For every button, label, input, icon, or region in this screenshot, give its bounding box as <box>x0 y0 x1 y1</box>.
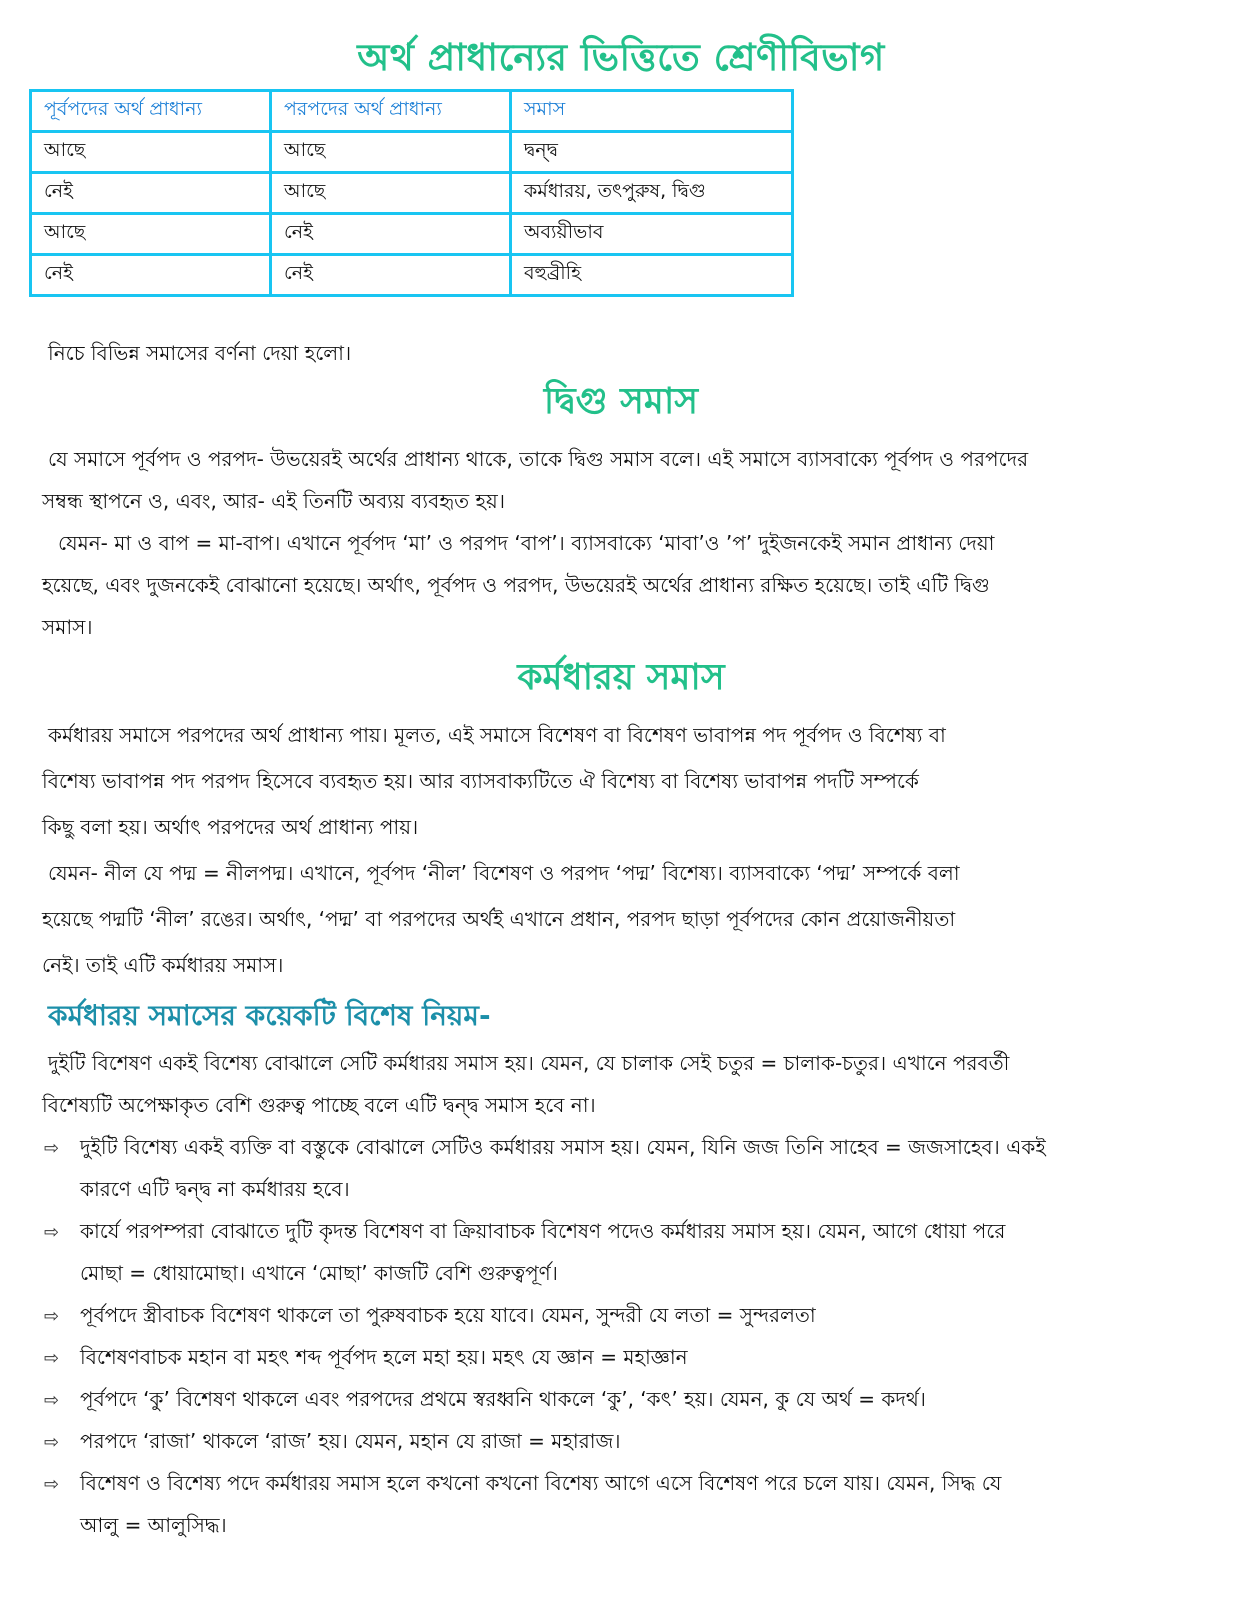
arrow-bullet-icon: ⇨ <box>44 1348 60 1369</box>
rule-item-line: কারণে এটি দ্বন্দ্ব না কর্মধারয় হবে। <box>80 1177 350 1201</box>
table-header-cell: পরপদের অর্থ প্রাধান্য <box>271 91 511 132</box>
rule-item-line: বিশেষণ ও বিশেষ্য পদে কর্মধারয় সমাস হলে কখনো কখনো বিশেষ্য আগে এসে বিশেষণ পরে চলে যায়। যেমন, সিদ্ধ যে <box>80 1471 1002 1495</box>
table-cell: বহুব্রীহি <box>511 255 793 296</box>
table-header-cell: পূর্বপদের অর্থ প্রাধান্য <box>31 91 271 132</box>
rules-intro-line: বিশেষ্যটি অপেক্ষাকৃত বেশি গুরুত্ব পাচ্ছে বলে এটি দ্বন্দ্ব সমাস হবে না। <box>42 1093 596 1117</box>
arrow-bullet-icon: ⇨ <box>44 1306 60 1327</box>
rule-item-line: মোছা = ধোয়ামোছা। এখানে ‘মোছা’ কাজটি বেশি গুরুত্বপূর্ণ। <box>80 1261 558 1285</box>
table-cell: নেই <box>271 255 511 296</box>
table-cell: অব্যয়ীভাব <box>511 214 793 255</box>
intro-text: নিচে বিভিন্ন সমাসের বর্ণনা দেয়া হলো। <box>48 341 352 365</box>
rule-item-line: পূর্বপদে ‘কু’ বিশেষণ থাকলে এবং পরপদের প্রথমে স্বরধ্বনি থাকলে ‘কু’, ‘কৎ’ হয়। যেমন, কু যে অর্থ = কদর্থ। <box>80 1387 926 1411</box>
karmadharay-text-line: কিছু বলা হয়। অর্থাৎ পরপদের অর্থ প্রাধান্য পায়। <box>42 815 419 839</box>
table-row <box>31 132 793 173</box>
karmadharay-text-line: বিশেষ্য ভাবাপন্ন পদ পরপদ হিসেবে ব্যবহৃত হয়। আর ব্যাসবাক্যটিতে ঐ বিশেষ্য বা বিশেষ্য ভাবাপন্ন পদটি সম্পর্কে <box>42 769 919 793</box>
table-cell: দ্বন্দ্ব <box>511 132 793 173</box>
rule-item-line: পরপদে ‘রাজা’ থাকলে ‘রাজ’ হয়। যেমন, মহান যে রাজা = মহারাজ। <box>80 1429 621 1453</box>
table-cell: আছে <box>31 132 271 173</box>
table-row <box>31 255 793 296</box>
karmadharay-text-line: যেমন- নীল যে পদ্ম = নীলপদ্ম। এখানে, পূর্বপদ ‘নীল’ বিশেষণ ও পরপদ ‘পদ্ম’ বিশেষ্য। ব্যাসবাক্যে ‘পদ্ম’ সম্পর্কে বলা <box>48 861 960 885</box>
dvigu-text-line: যে সমাসে পূর্বপদ ও পরপদ- উভয়েরই অর্থের প্রাধান্য থাকে, তাকে দ্বিগু সমাস বলে। এই সমাসে ব্যাসবাক্যে পূর্বপদ ও পরপদের <box>48 447 1029 471</box>
classification-table <box>29 89 794 297</box>
page-title: অর্থ প্রাধান্যের ভিত্তিতে শ্রেণীবিভাগ <box>357 36 885 79</box>
table-cell: আছে <box>271 173 511 214</box>
dvigu-heading: দ্বিগু সমাস <box>543 381 699 422</box>
table-cell: নেই <box>31 173 271 214</box>
dvigu-text-line: হয়েছে, এবং দুজনকেই বোঝানো হয়েছে। অর্থাৎ, পূর্বপদ ও পরপদ, উভয়েরই অর্থের প্রাধান্য রক্ষিত হয়েছে। তাই এটি দ্বিগু <box>42 573 990 597</box>
table-header-cell: সমাস <box>511 91 793 132</box>
rules-intro-line: দুইটি বিশেষণ একই বিশেষ্য বোঝালে সেটি কর্মধারয় সমাস হয়। যেমন, যে চালাক সেই চতুর = চালাক-চতুর। এখানে পরবর্তী <box>48 1051 1010 1075</box>
rule-item-line: দুইটি বিশেষ্য একই ব্যক্তি বা বস্তুকে বোঝালে সেটিও কর্মধারয় সমাস হয়। যেমন, যিনি জজ তিনি সাহেব = জজসাহেব। একই <box>80 1135 1046 1159</box>
karmadharay-heading: কর্মধারয় সমাস <box>517 657 725 698</box>
table-cell: আছে <box>31 214 271 255</box>
dvigu-text-line: সমাস। <box>42 615 93 639</box>
rule-item-line: পূর্বপদে স্ত্রীবাচক বিশেষণ থাকলে তা পুরুষবাচক হয়ে যাবে। যেমন, সুন্দরী যে লতা = সুন্দরলতা <box>80 1303 816 1327</box>
table-header-row <box>31 91 793 132</box>
dvigu-text-line: যেমন- মা ও বাপ = মা-বাপ। এখানে পূর্বপদ ‘মা’ ও পরপদ ‘বাপ’। ব্যাসবাক্যে ‘মাবা’ও ’প’ দুইজনকেই সমান প্রাধান্য দেয়া <box>58 531 995 555</box>
rule-item-line: আলু = আলুসিদ্ধ। <box>80 1513 227 1537</box>
table-row <box>31 173 793 214</box>
arrow-bullet-icon: ⇨ <box>44 1432 60 1453</box>
table-row <box>31 214 793 255</box>
table-cell: নেই <box>271 214 511 255</box>
karmadharay-text-line: কর্মধারয় সমাসে পরপদের অর্থ প্রাধান্য পায়। মূলত, এই সমাসে বিশেষণ বা বিশেষণ ভাবাপন্ন পদ পূর্বপদ ও বিশেষ্য বা <box>48 723 946 747</box>
table-cell: নেই <box>31 255 271 296</box>
dvigu-text-line: সম্বন্ধ স্থাপনে ও, এবং, আর- এই তিনটি অব্যয় ব্যবহৃত হয়। <box>42 489 505 513</box>
arrow-bullet-icon: ⇨ <box>44 1222 60 1243</box>
karmadharay-text-line: নেই। তাই এটি কর্মধারয় সমাস। <box>42 953 284 977</box>
arrow-bullet-icon: ⇨ <box>44 1390 60 1411</box>
rule-item-line: বিশেষণবাচক মহান বা মহৎ শব্দ পূর্বপদ হলে মহা হয়। মহৎ যে জ্ঞান = মহাজ্ঞান <box>80 1345 688 1369</box>
karmadharay-text-line: হয়েছে পদ্মটি ‘নীল’ রঙের। অর্থাৎ, ‘পদ্ম’ বা পরপদের অর্থই এখানে প্রধান, পরপদ ছাড়া পূর্বপদের কোন প্রয়োজনীয়তা <box>42 907 956 931</box>
arrow-bullet-icon: ⇨ <box>44 1138 60 1159</box>
table-cell: আছে <box>271 132 511 173</box>
rules-heading: কর্মধারয় সমাসের কয়েকটি বিশেষ নিয়ম- <box>48 999 491 1032</box>
arrow-bullet-icon: ⇨ <box>44 1474 60 1495</box>
table-cell: কর্মধারয়, তৎপুরুষ, দ্বিগু <box>511 173 793 214</box>
rule-item-line: কার্যে পরপম্পরা বোঝাতে দুটি কৃদন্ত বিশেষণ বা ক্রিয়াবাচক বিশেষণ পদেও কর্মধারয় সমাস হয়। যেমন, আগে ধোয়া পরে <box>80 1219 1006 1243</box>
